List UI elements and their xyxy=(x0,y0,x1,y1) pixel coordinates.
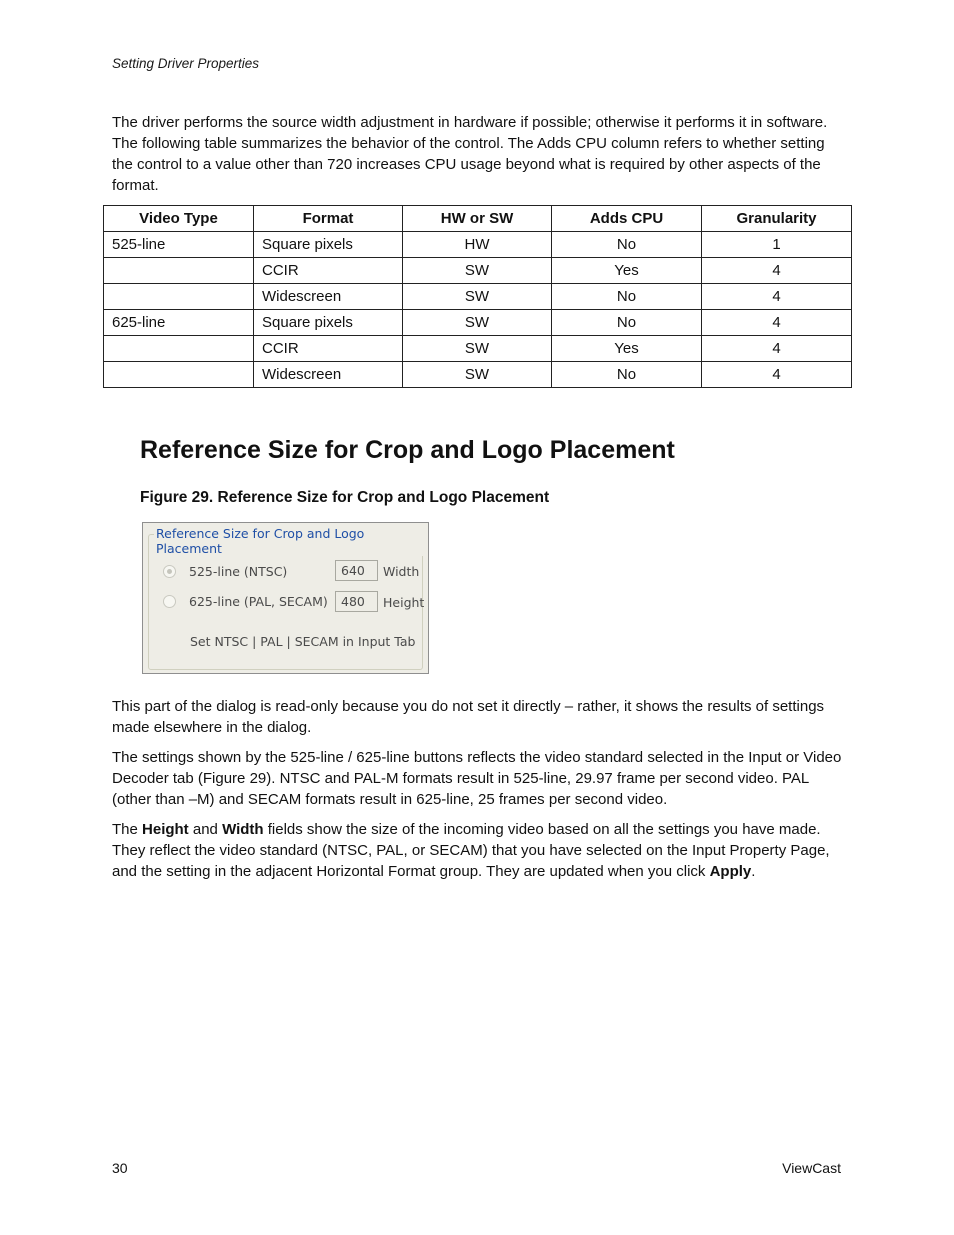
column-header: Video Type xyxy=(104,206,254,232)
intro-paragraph: The driver performs the source width adjustment in hardware if possible; otherwise it performs it in software. The following table summarizes the behavior of the control. The Adds CPU column refers to whether setting the control to a value other than 720 increases CPU usage beyond what is required by other aspects of the format. xyxy=(112,114,828,194)
hw-sw-cell: SW xyxy=(403,258,552,284)
format-cell: Square pixels xyxy=(254,310,403,336)
column-header: Format xyxy=(254,206,403,232)
video-type-cell xyxy=(104,258,254,284)
video-type-cell xyxy=(104,284,254,310)
granularity-cell: 4 xyxy=(702,258,852,284)
reference-size-dialog xyxy=(142,522,429,674)
column-header: Adds CPU xyxy=(552,206,702,232)
table-row xyxy=(104,362,852,388)
hw-sw-cell: SW xyxy=(403,336,552,362)
granularity-cell: 4 xyxy=(702,310,852,336)
adds-cpu-cell: No xyxy=(552,362,702,388)
radio-button-icon[interactable] xyxy=(163,595,176,608)
footer-brand: ViewCast xyxy=(782,1160,841,1176)
width-label: Width xyxy=(383,564,420,579)
format-cell: CCIR xyxy=(254,258,403,284)
body-paragraph-1: This part of the dialog is read-only because you do not set it directly – rather, it shows the results of settings made elsewhere in the dialog. xyxy=(112,698,825,736)
height-field[interactable]: 480 xyxy=(335,591,378,612)
table-header-row xyxy=(104,206,852,232)
table-row xyxy=(104,336,852,362)
table-row xyxy=(104,232,852,258)
table-row xyxy=(104,258,852,284)
radio-625-label: 625-line (PAL, SECAM) xyxy=(189,594,328,609)
granularity-cell: 4 xyxy=(702,362,852,388)
format-cell: Widescreen xyxy=(254,284,403,310)
table-row xyxy=(104,310,852,336)
granularity-cell: 1 xyxy=(702,232,852,258)
hw-sw-cell: SW xyxy=(403,310,552,336)
column-header: HW or SW xyxy=(403,206,552,232)
body-paragraph-3: The Height and Width fields show the size of the incoming video based on all the settings you have made. They reflect the video standard (NTSC, PAL, or SECAM) that you have selected on the Input Property Page, and the setting in the adjacent Horizontal Format group. They are updated when you click Apply. xyxy=(112,821,830,880)
format-cell: Widescreen xyxy=(254,362,403,388)
adds-cpu-cell: No xyxy=(552,310,702,336)
adds-cpu-cell: No xyxy=(552,284,702,310)
granularity-cell: 4 xyxy=(702,284,852,310)
video-type-cell: 625-line xyxy=(104,310,254,336)
video-type-cell xyxy=(104,336,254,362)
hw-sw-cell: SW xyxy=(403,362,552,388)
table-row xyxy=(104,284,852,310)
running-header: Setting Driver Properties xyxy=(112,56,260,71)
apply-term: Apply xyxy=(709,863,752,880)
width-field[interactable]: 640 xyxy=(335,560,378,581)
format-cell: Square pixels xyxy=(254,232,403,258)
adds-cpu-cell: Yes xyxy=(552,336,702,362)
adds-cpu-cell: Yes xyxy=(552,258,702,284)
groupbox-title: Reference Size for Crop and Logo Placement xyxy=(154,526,428,556)
hw-sw-cell: HW xyxy=(403,232,552,258)
section-title: Reference Size for Crop and Logo Placement xyxy=(140,436,675,464)
adds-cpu-cell: No xyxy=(552,232,702,258)
video-type-cell xyxy=(104,362,254,388)
format-cell: CCIR xyxy=(254,336,403,362)
column-header: Granularity xyxy=(702,206,852,232)
width-adjustment-table xyxy=(103,205,852,388)
input-tab-note: Set NTSC | PAL | SECAM in Input Tab xyxy=(190,634,416,649)
radio-button-selected-icon[interactable] xyxy=(163,565,176,578)
radio-525-label: 525-line (NTSC) xyxy=(189,564,288,579)
figure-caption: Figure 29. Reference Size for Crop and Logo Placement xyxy=(140,489,550,506)
body-paragraph-2: The settings shown by the 525-line / 625-line buttons reflects the video standard selected in the Input or Video Decoder tab (Figure 29). NTSC and PAL-M formats result in 525-line, 29.97 frame per second video. PAL (other than –M) and SECAM formats result in 625-line, 25 frames per second video. xyxy=(112,749,842,808)
height-label: Height xyxy=(383,595,425,610)
height-term: Height xyxy=(142,821,189,838)
page-number: 30 xyxy=(112,1160,128,1176)
width-term: Width xyxy=(222,821,264,838)
granularity-cell: 4 xyxy=(702,336,852,362)
video-type-cell: 525-line xyxy=(104,232,254,258)
hw-sw-cell: SW xyxy=(403,284,552,310)
